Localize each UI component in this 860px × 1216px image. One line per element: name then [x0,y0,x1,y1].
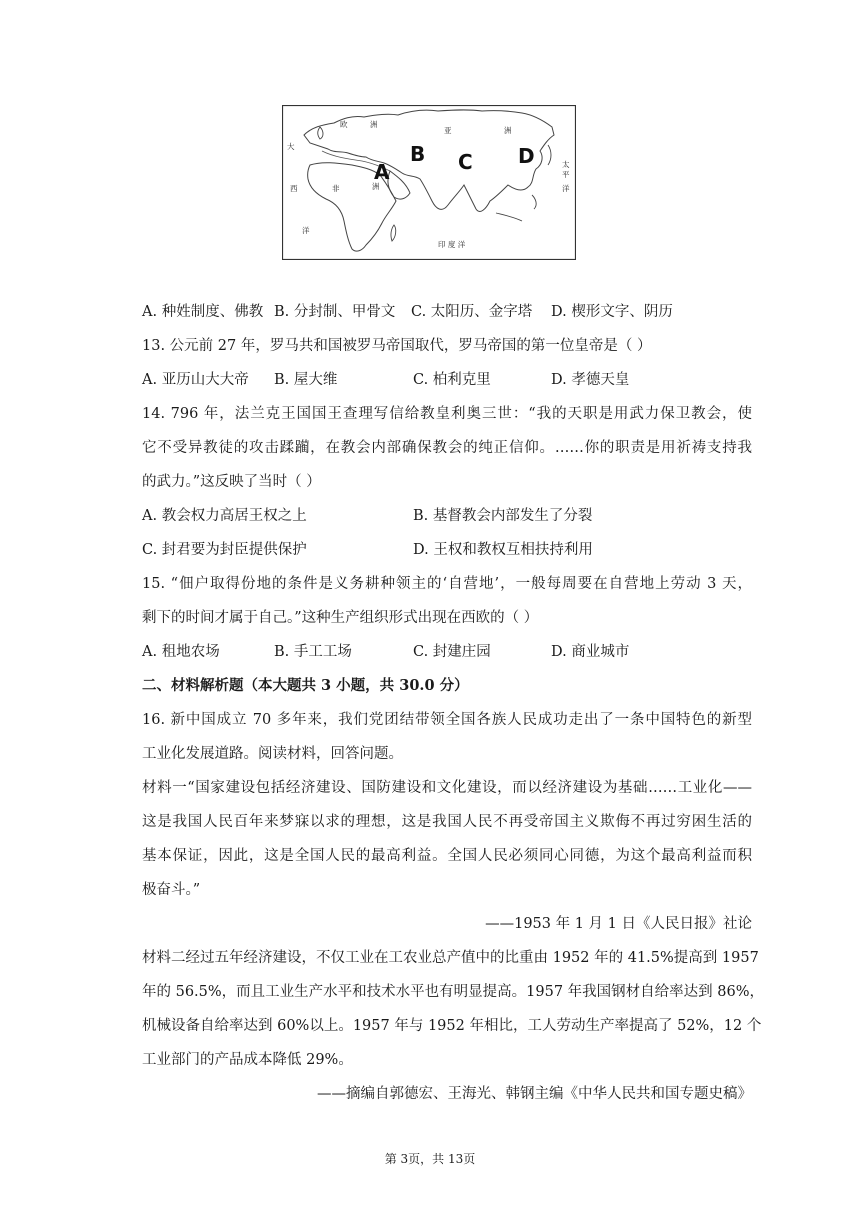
material2-line-3: 机械设备自给率达到 60%以上。1957 年与 1952 年相比，工人劳动生产率提高了 52%，12 个 [142,1018,762,1034]
map-marker-c: C [458,150,473,174]
page-number: 第 3页，共 13页 [384,1152,476,1166]
map-label-pacific-3: 洋 [562,184,570,193]
q15-stem-line-1: 15. “佃户取得份地的条件是义务耕种领主的‘自营地’，一般每周要在自营地上劳动 3 天， [142,576,752,592]
map-label-europe-2: 洲 [370,120,378,129]
material2-line-2: 年的 56.5%，而且工业生产水平和技术水平也有明显提高。1957 年我国钢材自给率达到 86%， [142,984,765,1000]
q13-option-d: D. 孝德天皇 [551,372,630,388]
q13-stem: 13. 公元前 27 年，罗马共和国被罗马帝国取代，罗马帝国的第一位皇帝是（ ） [142,338,652,354]
q12-option-a: A. 种姓制度、佛教 [142,304,264,320]
q14-option-d: D. 王权和教权互相扶持利用 [413,542,593,558]
map-marker-d: D [518,144,535,168]
q15-option-b: B. 手工工场 [274,644,352,660]
map-marker-a: A [374,160,390,184]
q14-stem-line-1: 14. 796 年，法兰克王国国王查理写信给教皇利奥三世：“我的天职是用武力保卫教会，使 [142,406,752,422]
material1-line-1: 材料一“国家建设包括经济建设、国防建设和文化建设，而以经济建设为基础……工业化—— [142,780,752,796]
q14-option-b: B. 基督教会内部发生了分裂 [413,508,593,524]
q14-stem-line-3: 的武力。”这反映了当时（ ） [142,474,321,490]
q14-stem-line-2: 它不受异教徒的攻击蹂躏，在教会内部确保教会的纯正信仰。……你的职责是用祈祷支持我 [142,440,752,456]
q15-option-d: D. 商业城市 [551,644,630,660]
q14-option-c: C. 封君要为封臣提供保护 [142,542,307,558]
map-label-asia-2: 洲 [504,126,512,135]
material1-line-3: 基本保证，因此，这是全国人民的最高利益。全国人民必须同心同德，为这个最高利益而积 [142,848,752,864]
q13-option-c: C. 柏利克里 [413,372,491,388]
map-figure [282,105,576,260]
material2-line-1: 材料二经过五年经济建设，不仅工业在工农业总产值中的比重由 1952 年的 41.5%提高到 1957 [142,950,759,966]
q12-option-b: B. 分封制、甲骨文 [274,304,396,320]
q12-option-c: C. 太阳历、金字塔 [411,304,533,320]
map-label-atlantic-1: 大 [287,142,295,151]
q15-stem-line-2: 剩下的时间才属于自己。”这种生产组织形式出现在西欧的（ ） [142,610,539,626]
q14-option-a: A. 教会权力高居王权之上 [142,508,307,524]
map-label-indian-ocean: 印 度 洋 [438,240,466,249]
material2-source: ——摘编自郭德宏、王海光、韩钢主编《中华人民共和国专题史稿》 [317,1086,752,1102]
map-label-atlantic-2: 西 [290,184,298,193]
material1-line-4: 极奋斗。” [142,882,201,898]
map-label-pacific-1: 太 [562,160,570,169]
section-heading: 二、材料解析题（本大题共 3 小题，共 30.0 分） [142,677,469,694]
map-marker-b: B [410,142,426,166]
material2-line-4: 工业部门的产品成本降低 29%。 [142,1052,353,1068]
map-label-europe-1: 欧 [340,120,348,129]
map-label-africa-2: 洲 [372,182,380,191]
map-label-pacific-2: 平 [562,170,570,179]
q16-intro-line-1: 16. 新中国成立 70 多年来，我们党团结带领全国各族人民成功走出了一条中国特色的新型 [142,712,752,728]
q13-option-a: A. 亚历山大大帝 [142,372,249,388]
material1-source: ——1953 年 1 月 1 日《人民日报》社论 [485,916,752,932]
map-label-africa-1: 非 [332,184,340,193]
map-label-atlantic-3: 洋 [302,226,310,235]
q15-option-a: A. 租地农场 [142,644,220,660]
q15-option-c: C. 封建庄园 [413,644,491,660]
q13-option-b: B. 屋大维 [274,372,338,388]
material1-line-2: 这是我国人民百年来梦寐以求的理想，这是我国人民不再受帝国主义欺侮不再过穷困生活的 [142,814,752,830]
q16-intro-line-2: 工业化发展道路。阅读材料，回答问题。 [142,746,403,762]
q12-option-d: D. 楔形文字、阴历 [551,304,673,320]
map-label-asia-1: 亚 [444,126,452,135]
